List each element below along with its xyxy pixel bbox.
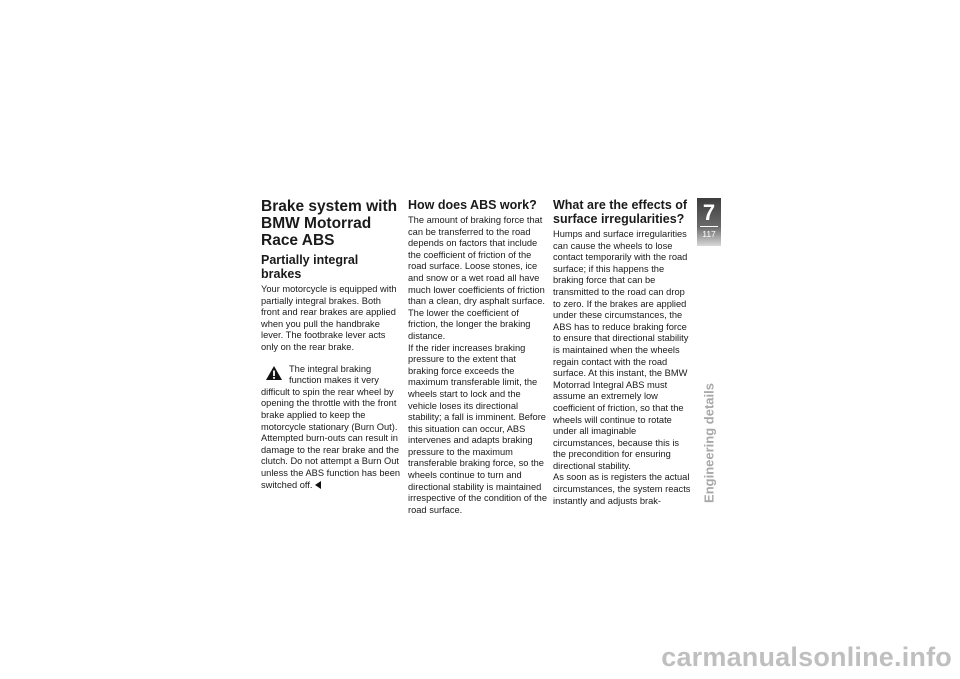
warning-text: The integral braking function makes it very difficult to spin the rear wheel by opening the throttle with the front brake applied to keep the motorcycle stationary (Burn Out). Attempted burn-outs can result in damage to the rear brake and the clutch. Do not attempt a Burn Out unless the ABS function has been switched off. [261,363,401,490]
page-number: 117 [702,229,716,239]
warning-triangle-icon [265,365,283,381]
chapter-side-label [700,378,718,508]
body-paragraph: As soon as is registers the actual circumstances, the system reacts instantly and adjusts brak- [553,472,691,506]
body-paragraph: Your motorcycle is equipped with partially integral brakes. Both front and rear brakes are applied when you pull the handbrake lever. The footbrake lever acts only on the rear brake. [261,284,397,352]
chapter-divider [700,226,718,227]
chapter-number: 7 [702,200,716,225]
body-paragraph: The amount of braking force that can be transferred to the road depends on factors that include the coefficient of friction of the road surface. Loose stones, ice and snow or a wet road all have much lower coefficients of friction than a clean, dry asphalt surface. The lower the coefficient of friction, the longer the braking distance. [408,215,545,341]
section-title: How does ABS work? [408,198,537,212]
body-paragraph: Humps and surface irregularities can cause the wheels to lose contact temporarily with the road surface; if this happens the braking force that can be transmitted to the road can drop to zero. If the brakes are applied under these circumstances, the ABS has to reduce braking force to ensure that directional stability is maintained when the wheels regain contact with the road surface. At this instant, the BMW Motorrad Integral ABS must assume an extremely low coefficient of friction, so that the wheels will continue to rotate under all imaginable circumstances, because this is the precondition for ensuring directional stability. [553,229,689,471]
section-title: Brake system with BMW Motorrad Race ABS [261,198,398,249]
section-title: What are the effects of surface irregularities? [553,198,688,226]
body-paragraph: If the rider increases braking pressure to the extent that braking force exceeds the maximum transferable limit, the wheels start to lock and the vehicle loses its directional stability; a fall is imminent. Before this situation can occur, ABS intervenes and adapts braking pressure to the maximum transferable braking force, so the wheels continue to turn and directional stability is maintained irrespective of the condition of the road surface. [408,342,548,515]
watermark: carmanualsonline.info [661,642,952,672]
end-of-section-icon [315,481,321,489]
chapter-tab [697,198,721,246]
column-brake-system [261,198,401,491]
warning-block [261,364,401,492]
chapter-label: Engineering details [701,383,717,503]
column-surface-irregularities [553,198,693,507]
column-how-abs-works [408,198,548,516]
section-subtitle: Partially integral brakes [261,253,359,281]
